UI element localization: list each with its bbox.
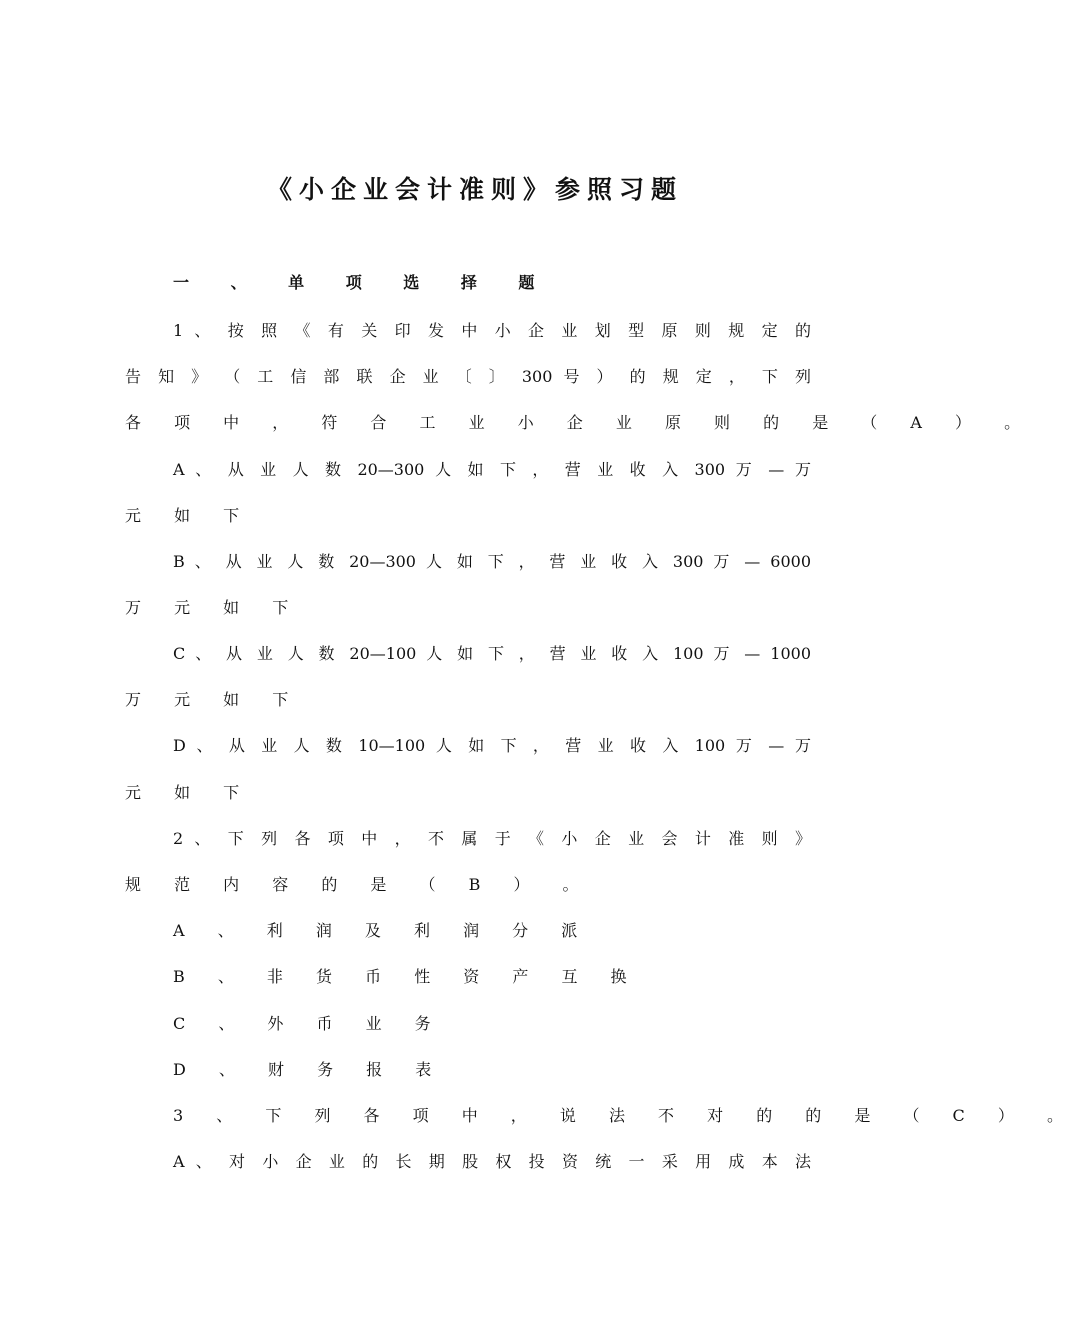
question-2-line-2: 规 范 内 容 的 是 （ B ） 。 xyxy=(125,875,593,894)
q2-option-a: A 、 利 润 及 利 润 分 派 xyxy=(173,921,592,940)
q2-option-b: B 、 非 货 币 性 资 产 互 换 xyxy=(173,967,641,986)
q1-option-d-line-1: D 、 从 业 人 数 10—100 人 如 下 ， 营 业 收 入 100 万 — 万 xyxy=(173,736,811,755)
q2-option-c: C 、 外 币 业 务 xyxy=(173,1014,445,1033)
q1-option-a-line-2: 元 如 下 xyxy=(125,506,254,525)
question-2-line-1: 2 、 下 列 各 项 中 ， 不 属 于 《 小 企 业 会 计 准 则 》 xyxy=(173,829,811,848)
q1-option-b-line-1: B 、 从 业 人 数 20—300 人 如 下 ， 营 业 收 入 300 万 — 6000 xyxy=(173,552,811,571)
question-3-line-1: 3 、 下 列 各 项 中 ， 说 法 不 对 的 的 是 （ C ） 。 xyxy=(173,1106,1077,1125)
q1-option-b-line-2: 万 元 如 下 xyxy=(125,598,303,617)
question-1-line-3: 各 项 中 ， 符 合 工 业 小 企 业 原 则 的 是 （ A ） 。 xyxy=(125,413,1035,432)
q1-option-a-line-1: A 、 从 业 人 数 20—300 人 如 下 ， 营 业 收 入 300 万 — 万 xyxy=(173,460,811,479)
q1-option-c-line-1: C 、 从 业 人 数 20—100 人 如 下 ， 营 业 收 入 100 万 — 1000 xyxy=(173,644,811,663)
q3-option-a-line-1: A 、 对 小 企 业 的 长 期 股 权 投 资 统 一 采 用 成 本 法 xyxy=(173,1152,811,1171)
q1-option-d-line-2: 元 如 下 xyxy=(125,783,254,802)
question-1-line-1: 1 、 按 照 《 有 关 印 发 中 小 企 业 划 型 原 则 规 定 的 xyxy=(173,321,811,340)
document-title: 《小企业会计准则》参照习题 xyxy=(266,175,683,204)
q2-option-d: D 、 财 务 报 表 xyxy=(173,1060,446,1079)
question-1-line-2: 告 知 》 （ 工 信 部 联 企 业 〔 〕 300 号 ） 的 规 定 ， 下 列 xyxy=(125,367,811,386)
section-heading: 一 、 单 项 选 择 题 xyxy=(173,273,553,292)
q1-option-c-line-2: 万 元 如 下 xyxy=(125,690,303,709)
